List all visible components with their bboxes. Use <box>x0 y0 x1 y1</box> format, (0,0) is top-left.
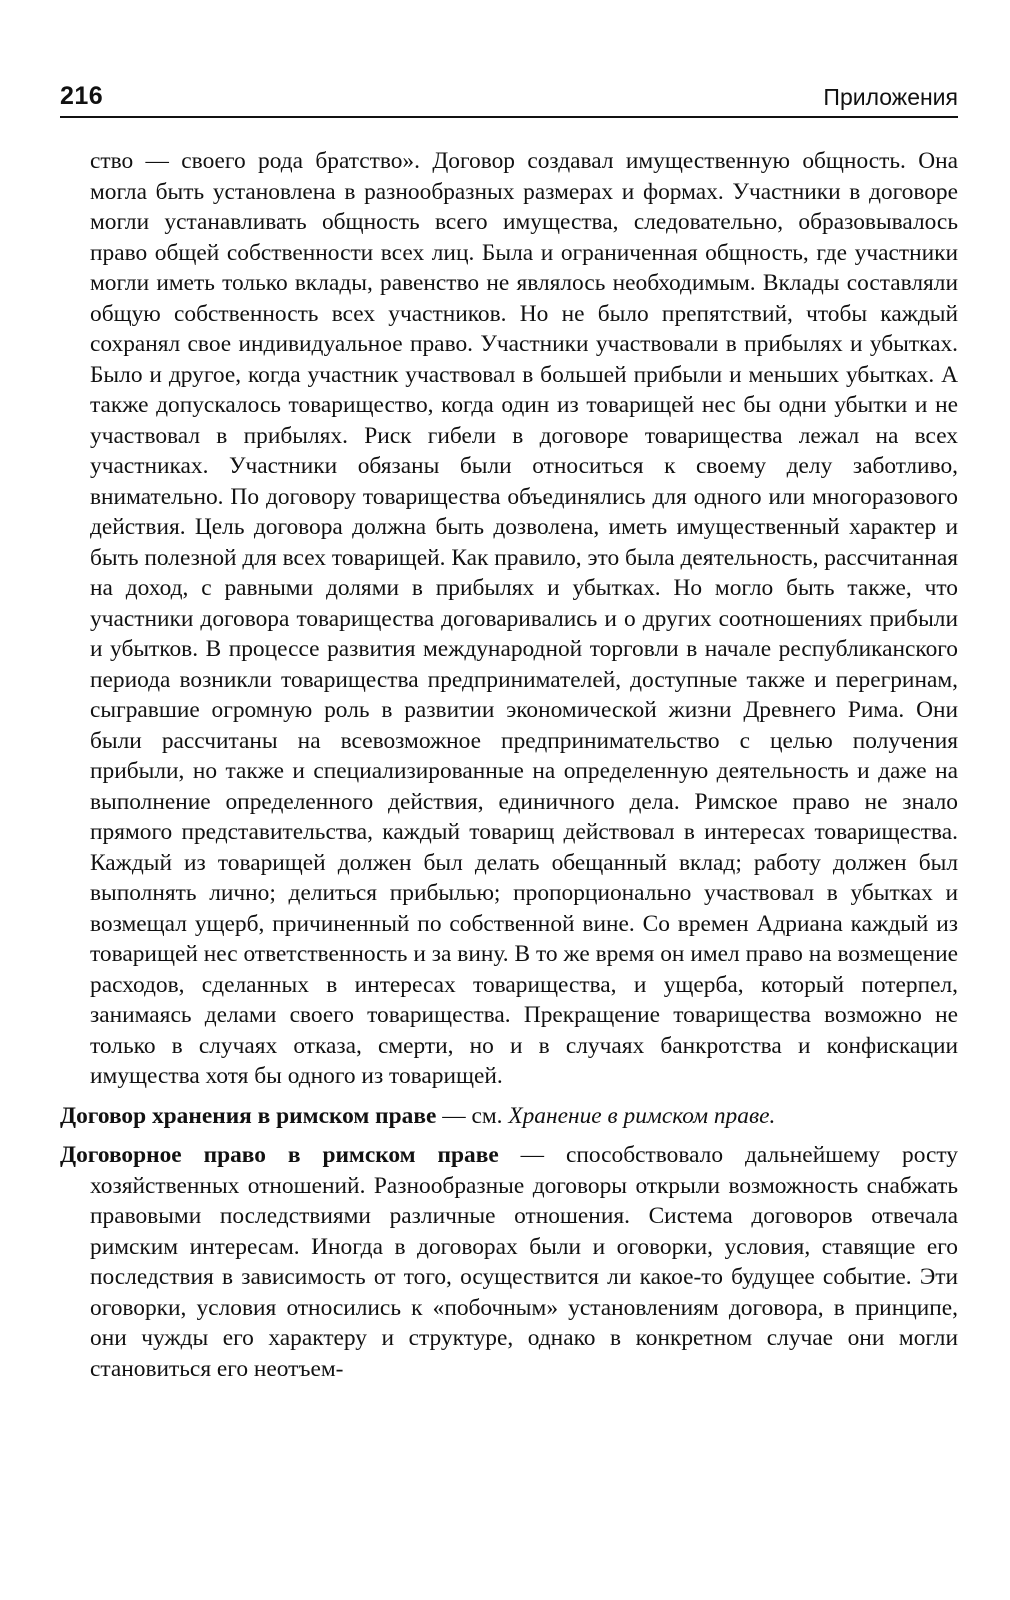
page-number: 216 <box>60 82 104 110</box>
entry-term: Договор хранения в римском праве <box>60 1102 437 1129</box>
entry-separator: — <box>498 1142 566 1168</box>
dictionary-entry <box>60 1101 958 1132</box>
dictionary-entry <box>60 1140 958 1384</box>
running-head: Приложения <box>823 84 958 110</box>
page-header <box>60 80 958 118</box>
entry-reference: Хранение в римском праве. <box>508 1102 776 1129</box>
entry-text: способствовало дальнейшему росту хозяйственных отношений. Разнообразные договоры открыли возможность снабжать правовыми последствиями различные отношения. Система договоров отвечала римским интересам. Иногда в договорах были и оговорки, условия, ставящие его последствия в зависимость от того, осуществится ли какое-то будущее событие. Эти оговорки, условия относились к «побочным» установлениям договора, в принципе, они чужды его характеру и структуре, однако в конкретном случае они могли становиться его неотъем- <box>90 1142 958 1382</box>
entry-separator: — см. <box>436 1102 509 1129</box>
entry-term: Договорное право в римском праве <box>60 1142 499 1168</box>
continuation-paragraph: ство — своего рода братство». Договор создавал имущественную общность. Она могла быть установлена в разнообразных размерах и формах. Участники в договоре могли устанавливать общность всего имущества, следовательно, образовывалось право общей собственности всех лиц. Была и ограниченная общность, где участники могли иметь только вклады, равенство не являлось необходимым. Вклады составляли общую собственность всех участников. Но не было препятствий, чтобы каждый сохранял свое индивидуальное право. Участники участвовали в прибылях и убытках. Было и другое, когда участник участвовал в большей прибыли и меньших убытках. А также допускалось товарищество, когда один из товарищей нес бы одни убытки и не участвовал в прибылях. Риск гибели в договоре товарищества лежал на всех участниках. Участники обязаны были относиться к своему делу заботливо, внимательно. По договору товарищества объединялись для одного или многоразового действия. Цель договора должна быть дозволена, иметь имущественный характер и быть полезной для всех товарищей. Как правило, это была деятельность, рассчитанная на доход, с равными долями в прибылях и убытках. Но могло быть также, что участники договора товарищества договаривались и о других соотношениях прибыли и убытков. В процессе развития международной торговли в начале республиканского периода возникли товарищества предпринимателей, доступные также и перегринам, сыгравшие огромную роль в развитии экономической жизни Древнего Рима. Они были рассчитаны на всевозможное предпринимательство с целью получения прибыли, но также и специализированные на определенную деятельность и даже на выполнение определенного действия, единичного дела. Римское право не знало прямого представительства, каждый товарищ действовал в интересах товарищества. Каждый из товарищей должен был делать обещанный вклад; работу должен был выполнять лично; делиться прибылью; пропорционально участвовал в убытках и возмещал ущерб, причиненный по собственной вине. Со времен Адриана каждый из товарищей нес ответственность и за вину. В то же время он имел право на возмещение расходов, сделанных в интересах товарищества, и ущерба, который потерпел, занимаясь делами своего товарищества. Прекращение товарищества возможно не только в случаях отказа, смерти, но и в случаях банкротства и конфискации имущества хотя бы одного из товарищей. <box>90 148 958 1089</box>
body-text <box>60 146 958 1384</box>
